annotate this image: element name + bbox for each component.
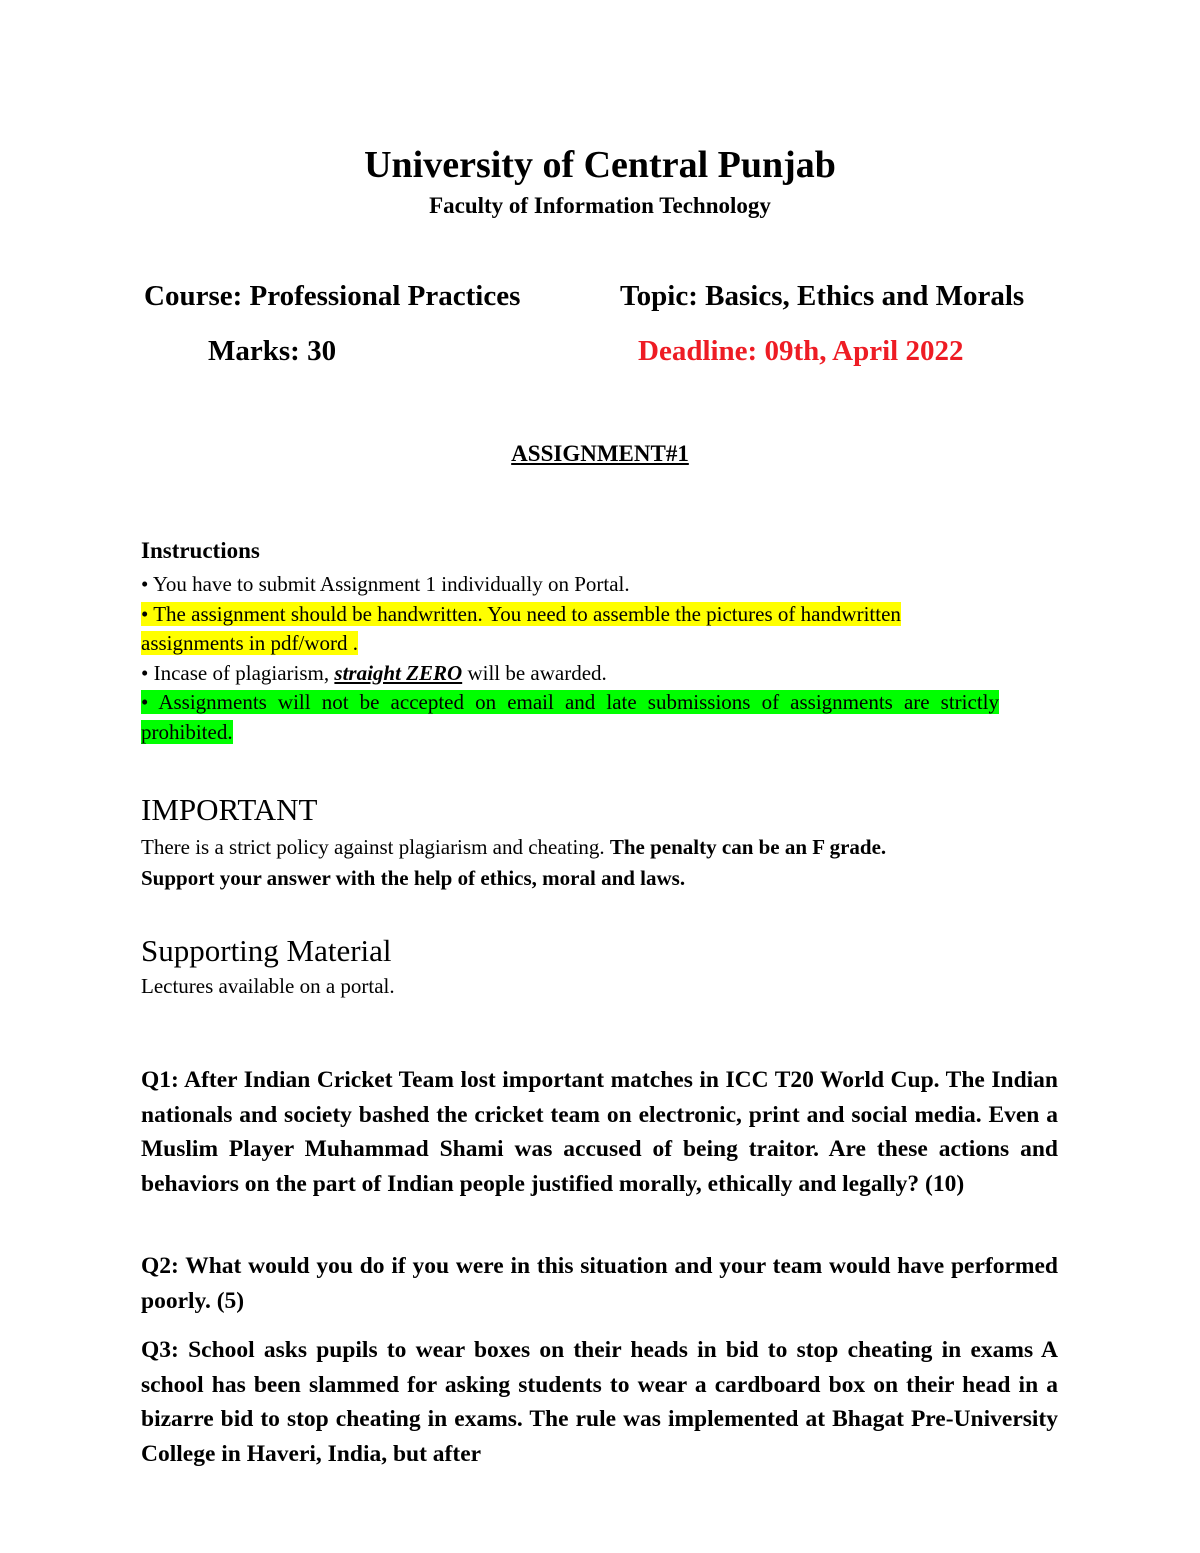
supporting-text: Lectures available on a portal.	[141, 974, 395, 998]
important-heading: IMPORTANT	[141, 792, 318, 827]
bullet-icon: •	[141, 572, 149, 596]
instruction-text: You have to submit Assignment 1 individually on Portal.	[152, 572, 630, 596]
university-title: University of Central Punjab	[364, 144, 836, 186]
supporting-heading: Supporting Material	[141, 933, 392, 968]
instruction-item-email	[141, 688, 999, 747]
straight-zero-emphasis: straight ZERO	[334, 660, 463, 685]
highlighted-instruction	[141, 602, 901, 656]
course-label: Course: Professional Practices	[144, 280, 521, 312]
deadline-label: Deadline: 09th, April 2022	[638, 335, 964, 367]
important-paragraph	[141, 832, 1041, 894]
assignment-title: ASSIGNMENT#1	[511, 441, 689, 466]
instruction-text: The assignment should be handwritten. You need to assemble the pictures of handwritten assignments in pdf/word .	[141, 601, 901, 655]
question-1: Q1: After Indian Cricket Team lost important matches in ICC T20 World Cup. The Indian nationals and society bashed the cricket team on electronic, print and social media. Even a Muslim Player Muhammad Shami was accused of being traitor. Are these actions and behaviors on the part of Indian people justified morally, ethically and legally? (10)	[141, 1067, 1058, 1197]
faculty-subtitle: Faculty of Information Technology	[429, 193, 771, 218]
bullet-icon: •	[141, 660, 149, 685]
important-penalty: The penalty can be an F grade.	[609, 835, 887, 859]
instruction-text-post: will be awarded.	[462, 660, 607, 685]
bullet-icon: •	[141, 601, 149, 626]
question-3: Q3: School asks pupils to wear boxes on their heads in bid to stop cheating in exams A school has been slammed for asking students to wear a cardboard box on their head in a bizarre bid to stop cheating in exams. The rule was implemented at Bhagat Pre-University College in Haveri, India, but after	[141, 1337, 1058, 1467]
important-support: Support your answer with the help of ethics, moral and laws.	[141, 866, 686, 890]
important-text: There is a strict policy against plagiarism and cheating.	[141, 835, 610, 859]
highlighted-instruction	[141, 690, 999, 744]
instructions-heading: Instructions	[141, 538, 260, 563]
instructions-list	[141, 570, 999, 747]
instruction-item-handwritten	[141, 600, 999, 659]
question-2: Q2: What would you do if you were in this situation and your team would have performed poorly. (5)	[141, 1253, 1058, 1314]
instruction-text-pre: Incase of plagiarism,	[153, 660, 335, 685]
instruction-text: Assignments will not be accepted on email and late submissions of assignments are strictly prohibited.	[141, 690, 1000, 744]
bullet-icon: •	[141, 690, 149, 714]
instruction-item-portal	[141, 570, 999, 600]
marks-label: Marks: 30	[208, 335, 337, 367]
topic-label: Topic: Basics, Ethics and Morals	[620, 280, 1025, 312]
instruction-item-plagiarism	[141, 659, 999, 689]
